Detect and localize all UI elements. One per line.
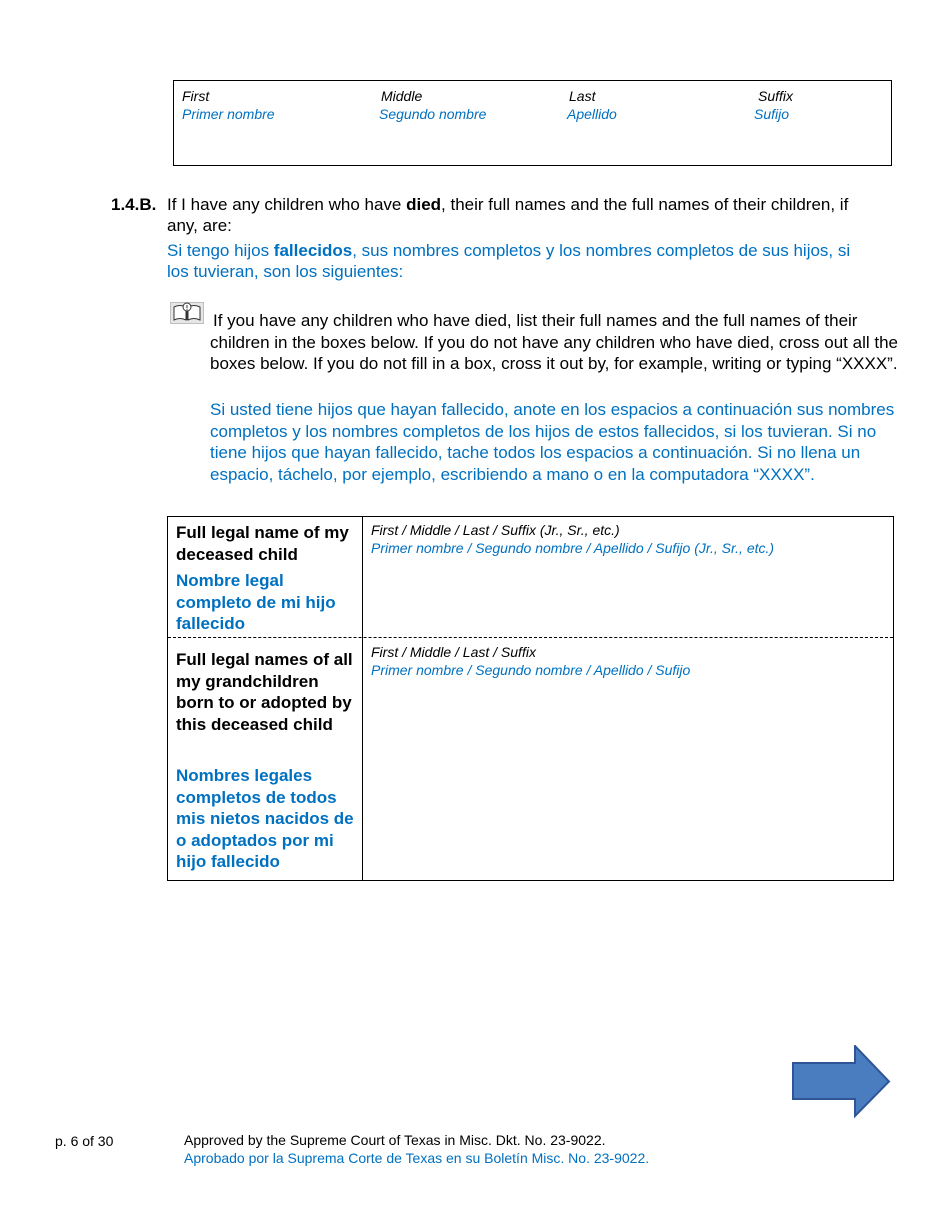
section-en-part1: If I have any children who have: [167, 195, 407, 214]
instruction-text-es: Si usted tiene hijos que hayan fallecido, anote en los espacios a continuación sus nombres completos y los nombres completos de los hijos de estos fallecidos, si los tuvieran. Si no tiene hijos que hayan fallecido, tache todos los espacios a continuación. Si no llena un espacio, táchelo, por ejemplo, escribiendo a mano o en la computadora “XXXX”.: [210, 400, 895, 484]
grandchildren-names-field[interactable]: [371, 643, 881, 679]
grandchildren-hint-es: Primer nombre / Segundo nombre / Apellido / Sufijo: [371, 662, 691, 678]
page-number: p. 6 of 30: [55, 1133, 114, 1149]
section-es-part1: Si tengo hijos: [167, 241, 274, 260]
section-en-bold: died: [406, 195, 442, 214]
section-text-es: [167, 240, 867, 282]
approval-text-es: Aprobado por la Suprema Corte de Texas en su Boletín Misc. No. 23-9022.: [184, 1150, 650, 1166]
first-label-en: First: [182, 88, 210, 104]
last-label-en: Last: [569, 88, 596, 104]
table-column-divider: [362, 517, 363, 880]
last-label-es: Apellido: [567, 106, 617, 122]
deceased-child-label-en: Full legal name of my deceased child: [176, 523, 349, 564]
middle-label-es: Segundo nombre: [379, 106, 487, 122]
middle-label-en: Middle: [381, 88, 423, 104]
section-text-en: [167, 194, 867, 236]
suffix-column: [754, 87, 793, 123]
grandchildren-label-es: Nombres legales completos de todos mis nietos nacidos de o adoptados por mi hijo fallecido: [176, 766, 354, 871]
section-en-part2: , their full names and the full names of their children, if any, are:: [167, 195, 849, 235]
info-book-icon: [170, 302, 204, 324]
deceased-child-hint-es: Primer nombre / Segundo nombre / Apellido / Sufijo (Jr., Sr., etc.): [371, 540, 775, 556]
deceased-child-table: [167, 516, 894, 881]
table-row-divider: [168, 637, 893, 638]
section-es-bold: fallecidos: [273, 241, 353, 260]
grandchildren-hint-en: First / Middle / Last / Suffix: [371, 644, 536, 660]
first-name-column: [182, 87, 275, 123]
approval-text-en: Approved by the Supreme Court of Texas in Misc. Dkt. No. 23-9022.: [184, 1132, 606, 1148]
deceased-child-name-field[interactable]: [371, 521, 881, 557]
first-label-es: Primer nombre: [182, 106, 275, 122]
grandchildren-label-en: Full legal names of all my grandchildren born to or adopted by this deceased child: [176, 650, 353, 734]
section-es-part2: , sus nombres completos y los nombres completos de sus hijos, si los tuvieran, son los siguientes:: [167, 241, 851, 281]
instruction-text-en: If you have any children who have died, list their full names and the full names of their children in the boxes below. If you do not have any children who have died, cross out all the boxes below. If you do not fill in a box, cross it out by, for example, writing or typing “XXXX”.: [210, 311, 898, 373]
middle-name-column: [379, 87, 486, 123]
last-name-column: [567, 87, 617, 123]
right-arrow-icon[interactable]: [792, 1045, 892, 1118]
deceased-child-label-es: Nombre legal completo de mi hijo fallecido: [176, 571, 336, 633]
deceased-child-hint-en: First / Middle / Last / Suffix (Jr., Sr., etc.): [371, 522, 620, 538]
name-entry-box[interactable]: [173, 80, 892, 166]
suffix-label-es: Sufijo: [754, 106, 790, 122]
suffix-label-en: Suffix: [758, 88, 794, 104]
section-number: 1.4.B.: [111, 195, 157, 214]
